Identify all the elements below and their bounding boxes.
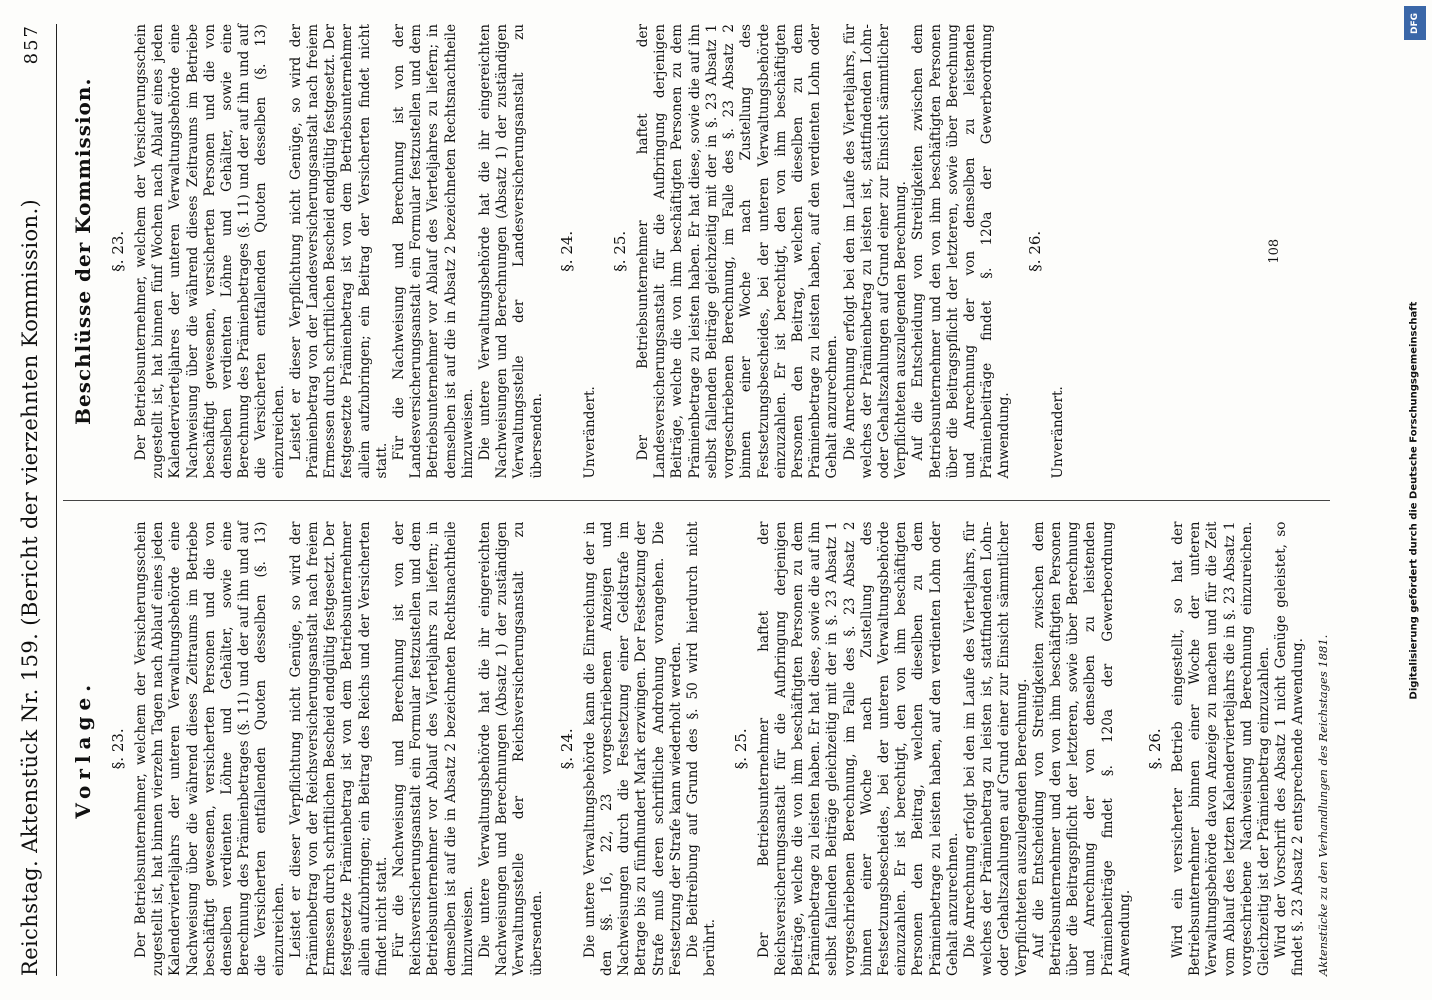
paragraph: Der Betriebsunternehmer haftet der Reichsversicherungsanstalt für die Aufbringung derjenigen Beiträge, welche die von ihm beschäftigten Personen zu dem Prämienbetrage zu leisten haben. Er hat diese, sowie die auf ihn selbst fallenden Beiträge gleichzeitig mit der in §. 23 Absatz 1 vorgeschriebenen Berechnung, im Falle des §. 23 Absatz 2 binnen einer Woche nach Zustellung des Festsetzungsbescheides, bei der unteren Verwaltungsbehörde einzuzahlen. Er ist berechtigt, den von ihm beschäftigten Personen den Beitrag, welchen dieselben zu dem Prämienbetrage zu leisten haben, auf den verdienten Lohn oder Gehalt anzurechnen.: [755, 521, 961, 976]
paragraph: Die untere Verwaltungsbehörde hat die ihr eingereichten Nachweisungen und Berechnungen (Absatz 1) der zuständigen Verwaltungsstelle der Landesversicherungsanstalt zu übersenden.: [477, 24, 545, 479]
paragraph: Der Betriebsunternehmer, welchem der Versicherungsschein zugestellt ist, hat binnen fünf Wochen nach Ablauf eines jeden Kalendervierteljahres der unteren Verwaltungsbehörde eine Nachweisung über die während dieses Zeitraums im Betriebe beschäftigt gewesenen, versicherten Personen und die von denselben verdienten Löhne und Gehälter, sowie eine Berechnung des Prämienbetrages (§. 11) und der auf ihn und auf die Versicherten entfallenden Quoten desselben (§. 13) einzureichen.: [133, 24, 287, 479]
section-heading: §. 25.: [731, 728, 750, 770]
section-heading: §. 26.: [1145, 728, 1164, 770]
paragraph: Die Anrechnung erfolgt bei den im Laufe des Vierteljahrs, für welches der Prämienbetrag zu leisten ist, stattfindenden Lohn- oder Gehaltszahlungen auf Grund einer zur Einsicht sämmtlicher Verpflichteten auszulegenden Berechnung.: [961, 521, 1030, 976]
sheet-signature-mark: 108: [1266, 238, 1282, 264]
paragraph: Auf die Entscheidung von Streitigkeiten zwischen dem Betriebsunternehmer und den von ihm beschäftigten Personen über die Beitragspflicht der letzteren, sowie über Berechnung und Anrechnung der von denselben zu leistenden Prämienbeiträge findet §. 120a der Gewerbeordnung Anwendung.: [910, 24, 1013, 479]
section-heading: §. 23.: [109, 728, 127, 770]
paragraph: Die untere Verwaltungsbehörde kann die Einreichung der in den §§. 16, 22, 23 vorgeschriebenen Anzeigen und Nachweisungen durch die Festsetzung einer Geldstrafe im Betrage bis zu fünfhundert Mark erzwingen. Der Festsetzung der Strafe muß deren schriftliche Androhung vorangehen. Die Festsetzung der Strafe kann wiederholt werden.: [581, 521, 684, 976]
dfg-logo: DFG: [1404, 6, 1426, 40]
section-heading: §. 23.: [109, 230, 127, 272]
paragraph: Leistet er dieser Verpflichtung nicht Genüge, so wird der Prämienbetrag von der Landesversicherungsanstalt nach freiem Ermessen durch schriftlichen Bescheid endgültig festgesetzt. Der festgesetzte Prämienbetrag ist von dem Betriebsunternehmer allein aufzubringen; ein Beitrag der Versicherten findet nicht statt.: [287, 24, 390, 479]
paragraph: Die Beitreibung auf Grund des §. 50 wird hierdurch nicht berührt.: [685, 521, 719, 976]
paragraph: Der Betriebsunternehmer, welchem der Versicherungsschein zugestellt ist, hat binnen vierzehn Tagen nach Ablauf eines jeden Kalendervierteljahrs der unteren Verwaltungsbehörde eine Nachweisung über die während dieses Zeitraums im Betriebe beschäftigt gewesenen, versicherten Personen und die von denselben verdienten Löhne und Gehälter, sowie eine Berechnung des Prämienbetrages (§. 11) und der auf ihn und auf die Versicherten entfallenden Quoten desselben (§. 13) einzureichen.: [133, 521, 287, 976]
paragraph: Der Betriebsunternehmer haftet der Landesversicherungsanstalt für die Aufbringung derjenigen Beiträge, welche die von ihm beschäftigten Personen zu dem Prämienbetrage zu leisten haben. Er hat diese, sowie die auf ihn selbst fallenden Beiträge gleichzeitig mit der in §. 23 Absatz 1 vorgeschriebenen Berechnung, im Falle des §. 23 Absatz 2 binnen einer Woche nach Zustellung des Festsetzungsbescheides, bei der unteren Verwaltungsbehörde einzuzahlen. Er ist berechtigt, den von ihm beschäftigten Personen den Beitrag, welchen dieselben zu dem Prämienbetrage zu leisten haben, auf den verdienten Lohn oder Gehalt anzurechnen.: [635, 24, 841, 479]
page-number: 857: [21, 24, 42, 65]
section-heading: §. 24.: [557, 230, 576, 272]
column-vorlage: [63, 501, 1330, 977]
paragraph: Für die Nachweisung und Berechnung ist von der Reichsversicherungsanstalt ein Formular festzustellen und dem Betriebsunternehmer vor Ablauf des Vierteljahrs zu liefern; in demselben ist auf die in Absatz 2 bezeichneten Rechtsnachtheile hinzuweisen.: [391, 521, 476, 976]
two-column-body: [63, 24, 1330, 976]
column-title-beschluesse: Beschlüsse der Kommission.: [71, 77, 95, 425]
page-header: [18, 24, 57, 976]
paragraph: Wird ein versicherter Betrieb eingestellt, so hat der Betriebsunternehmer binnen einer Woche der unteren Verwaltungsbehörde davon Anzeige zu machen und für die Zeit vom Ablauf des letzten Kalendervierteljahrs die in §. 23 Absatz 1 vorgeschriebene Nachweisung und Berechnung einzureichen. Gleichzeitig ist der Prämienbetrag einzuzahlen.: [1169, 521, 1272, 976]
paragraph: Auf die Entscheidung von Streitigkeiten zwischen dem Betriebsunternehmer und den von ihm beschäftigten Personen über die Beitragspflicht der letzteren, sowie über Berechnung und Anrechnung der von denselben zu leistenden Prämienbeiträge findet §. 120a der Gewerbeordnung Anwendung.: [1030, 521, 1133, 976]
header-title: Reichstag. Aktenstück Nr. 159. (Bericht der vierzehnten Kommission.): [18, 198, 42, 976]
paragraph: Leistet er dieser Verpflichtung nicht Genüge, so wird der Prämienbetrag von der Reichsversicherungsanstalt nach freiem Ermessen durch schriftlichen Bescheid endgültig festgesetzt. Der festgesetzte Prämienbetrag ist von dem Betriebsunternehmer allein aufzubringen; ein Beitrag des Reichs und der Versicherten findet nicht statt.: [287, 521, 390, 976]
digitization-notice-text: Digitalisierung gefördert durch die Deutsche Forschungsgemeinschaft: [1408, 301, 1420, 699]
footnote: Aktenstücke zu den Verhandlungen des Reichstages 1881.: [1315, 634, 1330, 976]
section-heading: §. 25.: [611, 230, 630, 272]
paragraph: Wird der Vorschrift des Absatz 1 nicht Genüge geleistet, so findet §. 23 Absatz 2 entsprechende Anwendung.: [1273, 521, 1307, 976]
section-heading: §. 24.: [557, 728, 576, 770]
paragraph: Unverändert.: [1049, 386, 1066, 479]
paragraph: Für die Nachweisung und Berechnung ist von der Landesversicherungsanstalt ein Formular festzustellen und dem Betriebsunternehmer vor Ablauf des Vierteljahres zu liefern; in demselben ist auf die in Absatz 2 bezeichneten Rechtsnachtheile hinzuweisen.: [391, 24, 476, 479]
column-beschluesse: [63, 24, 1330, 479]
paragraph: Die Anrechnung erfolgt bei den im Laufe des Vierteljahrs, für welches der Prämienbetrag zu leisten ist, stattfindenden Lohn- oder Gehaltszahlungen auf Grund einer zur Einsicht sämmtlicher Verpflichteten auszulegenden Berechnung.: [841, 24, 910, 479]
section-heading: §. 26.: [1025, 230, 1044, 272]
column-title-vorlage: Vorlage.: [71, 678, 95, 819]
paragraph: Die untere Verwaltungsbehörde hat die ihr eingereichten Nachweisungen und Berechnungen (Absatz 1) der zuständigen Verwaltungsstelle der Reichsversicherungsanstalt zu übersenden.: [477, 521, 545, 976]
paragraph: Unverändert.: [581, 386, 598, 479]
digitization-notice: [1396, 0, 1432, 1000]
